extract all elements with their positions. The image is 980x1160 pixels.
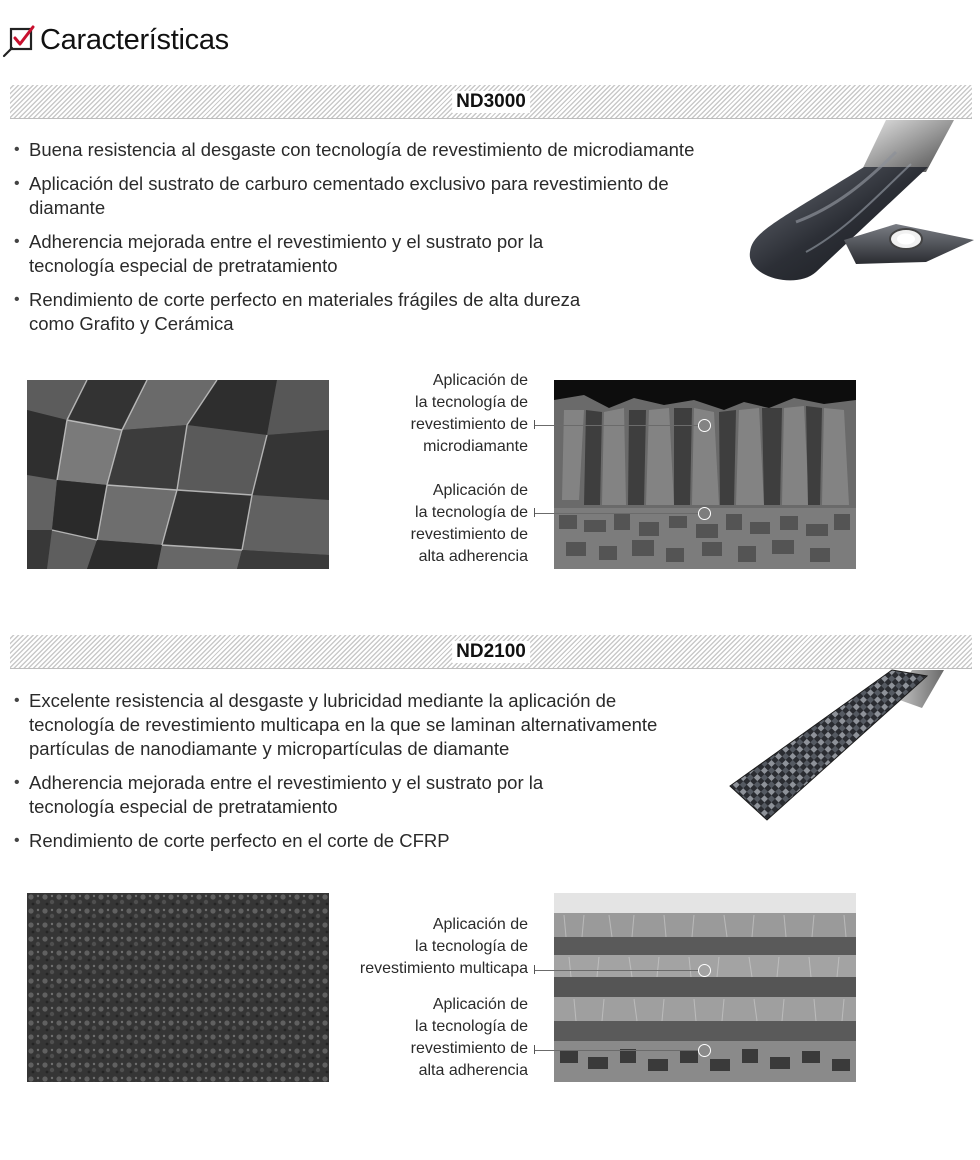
router-bit-icon <box>722 668 947 826</box>
feature-item: • Rendimiento de corte perfecto en el corte de CFRP <box>14 829 704 853</box>
feature-list-nd2100 <box>14 689 704 863</box>
marker-ring <box>698 507 711 520</box>
section-title: ND2100 <box>452 641 530 663</box>
sem-surface-image-nd2100 <box>27 893 329 1082</box>
section-band-nd2100 <box>10 635 972 669</box>
leader-line <box>535 513 699 514</box>
product-image-nd2100 <box>722 668 947 826</box>
feature-item: • Aplicación del sustrato de carburo cementado exclusivo para revestimiento de diamante <box>14 172 679 220</box>
sem-cross-section-image-nd3000 <box>554 380 856 569</box>
product-image-nd3000 <box>736 112 976 288</box>
leader-line <box>535 970 699 971</box>
callout-multilayer: Aplicación de la tecnología de revestimiento multicapa <box>359 916 528 977</box>
end-mill-and-insert-icon <box>736 112 976 288</box>
callout-microdiamond: Aplicación de la tecnología de revestimiento de microdiamante <box>410 372 528 455</box>
checklist-icon <box>2 22 38 58</box>
feature-item: • Adherencia mejorada entre el revestimiento y el sustrato por la tecnología especial de pretratamiento <box>14 771 574 819</box>
marker-ring <box>698 419 711 432</box>
marker-ring <box>698 1044 711 1057</box>
page-header <box>0 18 229 62</box>
feature-item: • Excelente resistencia al desgaste y lubricidad mediante la aplicación de tecnología de revestimiento multicapa en la que se laminan alternativamente partículas de nanodiamante y micropartículas de diamante <box>14 689 694 761</box>
feature-item: • Rendimiento de corte perfecto en materiales frágiles de alta dureza como Grafito y Cerámica <box>14 288 614 336</box>
marker-ring <box>698 964 711 977</box>
feature-list-nd3000 <box>14 138 714 346</box>
callout-high-adhesion: Aplicación de la tecnología de revestimiento de alta adherencia <box>410 996 528 1079</box>
section-title: ND3000 <box>452 91 530 113</box>
page-title: Características <box>40 23 229 56</box>
callout-high-adhesion: Aplicación de la tecnología de revestimiento de alta adherencia <box>410 482 528 565</box>
leader-line <box>535 1050 699 1051</box>
feature-item: • Buena resistencia al desgaste con tecnología de revestimiento de microdiamante <box>14 138 714 162</box>
sem-surface-image-nd3000 <box>27 380 329 569</box>
feature-item: • Adherencia mejorada entre el revestimiento y el sustrato por la tecnología especial de pretratamiento <box>14 230 574 278</box>
leader-line <box>535 425 699 426</box>
